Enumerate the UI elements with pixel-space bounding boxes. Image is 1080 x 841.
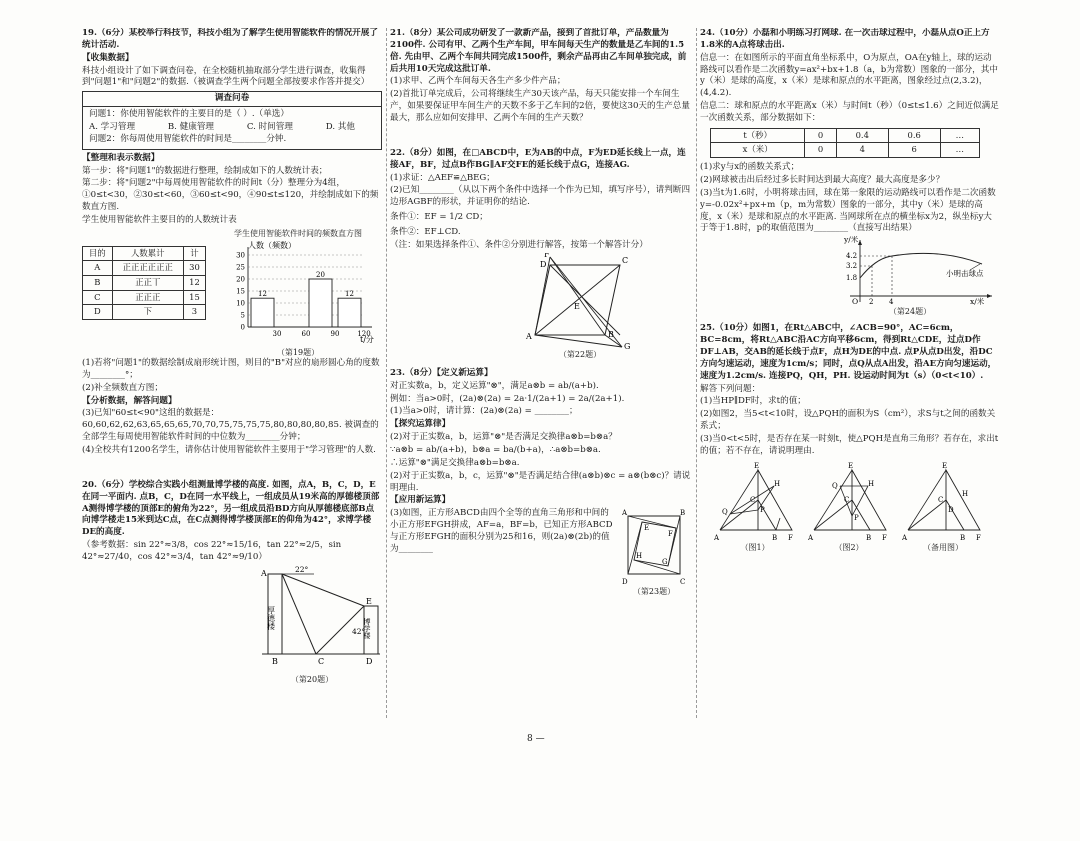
histogram-bar-label: 12 [258,290,267,299]
q19-intro: 19.（6分）某校举行科技节，科技小组为了解学生使用智能软件的情况开展了统计活动. [82,28,378,50]
point-label-b: B [866,533,872,542]
q19-step-2: 第二步：将"问题2"中每周使用智能软件的时间t（分）整理分为4组，①0≤t<30，②30≤t<60，③60≤t<90，④90≤t≤120，并绘制成如下的频数直方图. [82,178,379,213]
q23-heading: 23.（8分）【定义新运算】 [390,367,493,378]
survey-question-2: 问题2：你每周使用智能软件的时间是________分钟. [89,133,287,144]
point-label-f: F [544,252,550,259]
q24-question-1: (1)求y与x的函数关系式； [700,162,800,173]
point-label-c: C [938,495,944,504]
table-cell: 0.6 [888,128,940,143]
q25-figure-spare-caption: （备用图） [923,542,963,552]
point-label-f: F [668,530,673,539]
table-cell: D [83,305,113,320]
point-label-a: A [714,533,720,542]
table-cell: 0 [805,128,837,143]
q23-definition: 对正实数a，b，定义运算"⊗"，满足a⊗b = ab/(a+b). [390,380,599,391]
q23-question-3: (3)如图，正方形ABCD由四个全等的直角三角形和中间的小正方形EFGH拼成，AF=a，BF=b，已知正方形ABCD与正方形EFGH的面积分别为25和16，则(2a)⊗(2b)的值为________ [390,508,613,554]
building-label-houde: 厚德楼 [266,605,276,630]
hit-point-label: 小明击球点 [946,269,984,279]
graph-x-label: x/米 [970,297,985,307]
q25-text: 25.（10分）如图1，在Rt△ABC中，∠ACB=90°，AC=6cm，BC=8cm，将Rt△ABC沿AC方向平移6cm，得到Rt△CDE，过点D作DF⊥AB，交AB的延长线于点F，点H为DE的中点. 点P从点D出发，沿DC方向匀速运动，速度为1cm/s；同时，点Q从点A出发，沿AE方向匀速运动，速度为1.2cm/s. 连接PQ，QH，PH. 设运动时间为t（s）（0<t<10）. [700,323,997,381]
q24-question-3: (3)当t为1.6时，小明将球击回，球在第一象限的运动路线可以看作是二次函数y=-0.02x²+px+m（p，m为常数）图象的一部分，其中y（米）是球的高度，x（米）是球和原点的水平距离. 当网球所在点的横坐标x为2，纵坐标y大于等于1.8时，p的取值范围为________（直接写出结果） [700,187,996,234]
histogram-title: 学生使用智能软件时间的频数直方图 [234,228,362,238]
q25-figure-1-caption: （图1） [740,542,770,552]
q22-figure [390,253,692,349]
q19-analyze-heading: 【分析数据，解答问题】 [82,395,177,406]
point-label-a: A [902,533,908,542]
table-cell: 30 [183,261,205,276]
table-header: 计 [183,246,205,261]
purpose-count-table [82,246,206,320]
point-label-p: P [760,505,765,514]
q25-figure-spare [902,462,984,542]
building-label-boxue: 博学楼 [363,617,371,639]
tick-label: 1.8 [846,274,858,283]
point-label-p: P [854,513,859,522]
table-cell: 0 [805,143,837,158]
table-row [83,305,206,320]
q23-explore-heading: 【探究运算律】 [390,419,451,430]
q19-step-1: 第一步：将"问题1"的数据进行整理，绘制成如下的人数统计表； [82,165,328,176]
point-label-h: H [774,479,781,488]
page-number: 8 — [527,734,545,744]
point-label-h: H [868,479,875,488]
point-label-d: D [366,656,373,666]
histogram-y-tick: 25 [236,263,245,272]
histogram-y-label: 人数（频数） [248,240,296,250]
survey-option-b: B. 健康管理 [167,122,215,133]
q23-question-2: (2)对于正实数a，b，c，运算"⊗"是否满足结合律(a⊗b)⊗c = a⊗(b⊗c)？请说明理由. [390,470,691,493]
table-cell: … [940,128,979,143]
table-row [83,261,206,276]
table-cell: 正正正正正正 [112,261,183,276]
table-cell: 正正正 [112,290,183,305]
time-distance-table [710,128,980,158]
point-label-b: B [608,329,614,339]
tick-label: 4.2 [846,252,858,261]
q19-question-4: (4)全校共有1200名学生，请你估计使用智能软件主要用于"学习管理"的人数. [82,444,376,455]
survey-option-c: C. 时间管理 [246,122,293,133]
point-label-e: E [848,461,854,470]
q22-note: （注：如果选择条件①、条件②分别进行解答，按第一个解答计分） [390,239,648,250]
q22-question-1: (1)求证：△AEF≌△BEG； [390,172,495,183]
table-cell: x（米） [711,143,805,158]
histogram-y-tick: 10 [236,299,245,308]
point-label-c: C [318,656,325,666]
q20-figure [82,566,382,674]
q19-collect-heading: 【收集数据】 [82,52,134,63]
table-cell: C [83,290,113,305]
tick-label: 2 [869,298,874,307]
q23-commutative-question: (2)对于正实数a，b，运算"⊗"是否满足交换律a⊗b=b⊗a？ [390,432,617,443]
q23-example: 例如：当a>0时，(2a)⊗(2a) = 2a·1/(2a+1) = 2a/(2a+1). [390,393,625,404]
table-cell: 4 [836,143,888,158]
histogram-bar [338,298,361,327]
table-cell: 15 [183,290,205,305]
q23-apply-heading: 【应用新运算】 [390,495,451,506]
q21-question-1: (1)求甲、乙两个车间每天各生产多少件产品； [390,76,566,87]
column-left [82,28,382,718]
q23-question-1: (1)当a>0时，请计算：(2a)⊗(2a) = ________； [390,406,578,417]
q20-text: 20.（6分）学校综合实践小组测量博学楼的高度. 如图，点A，B，C，D，E在同一平面内. 点B，C，D在同一水平线上，一组成员从19米高的厚德楼顶部A测得博学楼的顶部E的俯角为22°，另一组成员沿BD方向从厚德楼底部B点向博学楼走15米到达C点，在C点测得博学楼顶部E的仰角为42°，求博学楼DE的高度. [82,479,380,538]
survey-options [89,122,375,134]
table-row [711,128,980,143]
q25-figure-1-wrap [714,462,796,553]
table-cell: 0.4 [836,128,888,143]
histogram-y-tick: 15 [236,287,245,296]
point-label-a: A [261,568,267,578]
point-label-e: E [366,596,372,606]
q24-text: 24.（10分）小磊和小明练习打网球. 在一次击球过程中，小磊从点O正上方1.8米的A点将球击出. [700,28,990,50]
histogram-x-tick: 60 [301,329,311,338]
column-right [700,28,1000,718]
column-divider [696,28,697,718]
point-label-f: F [882,533,887,542]
q25-question-2: (2)如图2，当5<t<10时，设△PQH的面积为S（cm²），求S与t之间的函数关系式； [700,409,996,432]
histogram-y-tick: 0 [240,323,245,332]
q25-figure-2 [808,462,890,542]
q25-instructions: 解答下列问题： [700,383,761,394]
histogram-bar [309,279,332,327]
point-label-e: E [574,301,580,311]
histogram-x-label: t/分 [360,334,374,344]
q22-figure-caption: （第22题） [558,349,602,359]
table-cell: 3 [183,305,205,320]
q24-question-2: (2)网球被击出后经过多长时间达到最大高度？最大高度是多少？ [700,174,945,185]
point-label-c: C [622,255,629,265]
table-cell: … [940,143,979,158]
point-label-a: A [526,331,532,341]
q25-figure-3-wrap [902,462,984,553]
point-label-c: C [750,495,756,504]
histogram-y-tick: 20 [236,275,245,284]
frequency-histogram [214,239,382,347]
table-cell: 下 [112,305,183,320]
table-header: 人数累计 [112,246,183,261]
origin-label: O [852,297,859,307]
point-label-d: D [540,259,547,269]
point-label-f: F [976,533,981,542]
tick-label: 4 [889,298,894,307]
q23-commutative-conclusion: ∴运算"⊗"满足交换律a⊗b=b⊗a. [390,457,520,468]
point-label-b: B [772,533,778,542]
point-label-e: E [942,461,948,470]
point-label-c: C [844,495,850,504]
point-label-d: D [948,505,954,514]
table-row [83,290,206,305]
q19-question-3: (3)已知"60≤t<90"这组的数据是：60,60,62,62,63,65,65,65,70,70,75,75,75,75,80,80,80,80,85. 被调查的全部学生每周使用智能软件时间的中位数为________分钟； [82,408,379,443]
table-row [83,276,206,291]
q24-info-1: 信息一：在如图所示的平面直角坐标系中，O为原点，OA在y轴上，球的运动路线可以看作是二次函数y=ax²+bx+1.8（a，b为常数）图象的一部分，其中y（米）是球的高度，x（米）是球和原点的水平距离，图象经过点(2,3.2)，(4,4.2). [700,52,998,99]
table-row [711,143,980,158]
column-divider [386,28,387,718]
point-label-f: F [788,533,793,542]
q25-figure-2-caption: （图2） [834,542,864,552]
point-label-a: A [808,533,814,542]
q19-collect-text: 科技小组设计了如下调查问卷，在全校随机抽取部分学生进行调查，收集得到"问题1"和"问题2"的数据.（被调查学生两个问题全部按要求作答并提交） [82,65,370,88]
q23-figure-caption: （第23题） [632,587,676,597]
q21-question-2: (2)首批订单完成后，公司将继续生产30天该产品，每天只能安排一个车间生产，如果要保证甲车间生产的天数不多于乙车间的2倍，要使这30天的生产总量最大，那么应如何安排甲、乙两个车间的生产天数？ [390,89,690,124]
q21-text: 21.（8分）某公司成功研发了一款新产品，接到了首批订单，产品数量为2100件. 公司有甲、乙两个生产车间，甲车间每天生产的数量是乙车间的1.5倍. 先由甲、乙两个车间共同完成1500件，剩余产品再由乙车间单独完成，前后共用10天完成这批订单. [390,28,687,74]
q24-info-2: 信息二：球和原点的水平距离x（米）与时间t（秒）（0≤t≤1.6）之间近似满足一次函数关系，部分数据如下： [700,101,999,124]
q19-table-title: 学生使用智能软件主要目的的人数统计表 [82,215,237,226]
q24-graph [700,236,1000,306]
q22-condition-1: 条件①：EF = 1/2 CD； [390,212,488,223]
angle-label-42: 42° [352,626,366,636]
graph-y-label: y/米 [844,236,859,245]
q24-figure-caption: （第24题） [888,307,932,317]
survey-title: 调查问卷 [83,92,381,107]
point-label-b: B [960,533,966,542]
point-label-c: C [680,578,686,587]
table-cell: B [83,276,113,291]
point-label-q: Q [722,507,728,516]
angle-label-22: 22° [295,565,309,574]
point-label-a: A [622,509,628,518]
point-label-q: Q [832,481,838,490]
q22-condition-2: 条件②：EF⊥CD. [390,227,461,238]
point-label-h: H [962,489,969,498]
point-label-h: H [636,552,643,561]
q19-question-2: (2)补全频数直方图； [82,382,163,393]
q23-commutative-proof: ∵a⊗b = ab/(a+b)，b⊗a = ba/(b+a)，∴a⊗b=b⊗a. [390,444,601,455]
q22-text: 22.（8分）如图，在□ABCD中，E为AB的中点，F为ED延长线上一点，连接AF，BF，过点B作BG∥AF交FE的延长线于点G，连接AG. [390,147,686,170]
histogram-x-tick: 90 [330,329,340,338]
histogram-y-tick: 5 [240,311,245,320]
column-middle [390,28,692,718]
table-cell: 6 [888,143,940,158]
point-label-g: G [662,558,668,567]
point-label-b: B [272,656,278,666]
point-label-b: B [680,509,686,518]
q20-figure-caption: （第20题） [290,674,334,684]
tick-label: 3.2 [846,262,858,271]
point-label-e: E [644,524,650,533]
point-label-g: G [624,341,631,349]
point-label-d: D [622,578,628,587]
q19-figure-caption: （第19题） [276,347,320,357]
histogram-bar-label: 12 [345,290,354,299]
q25-question-3: (3)当0<t<5时，是否存在某一时刻t，使△PQH是直角三角形？若存在，求出t的值；若不存在，请说明理由. [700,433,999,456]
table-cell: A [83,261,113,276]
q22-question-2: (2)已知________（从以下两个条件中选择一个作为已知，填写序号），请判断四边形AGBF的形状，并证明你的结论. [390,185,691,208]
histogram-bar [251,298,274,327]
q25-question-1: (1)当HP∥DF时，求t的值； [700,396,806,407]
q25-figure-1 [714,462,796,542]
histogram-y-tick: 30 [236,251,245,260]
table-header: 目的 [83,246,113,261]
survey-option-a: A. 学习管理 [89,122,136,133]
survey-question-1: 问题1：你使用智能软件的主要目的是（ ）.（单选） [89,109,289,120]
histogram-x-tick: 30 [272,329,282,338]
table-cell: t（秒） [711,128,805,143]
point-label-e: E [754,461,760,470]
table-cell: 12 [183,276,205,291]
survey-box [82,91,382,149]
q19-organize-heading: 【整理和表示数据】 [82,152,160,163]
q25-figure-2-wrap [808,462,890,553]
histogram-bar-label: 20 [316,270,325,279]
survey-option-d: D. 其他 [325,122,355,133]
table-cell: 正正丅 [112,276,183,291]
histogram-x-tick: 120 [357,329,371,338]
q20-reference-data: （参考数据：sin 22°≈3/8，cos 22°≈15/16，tan 22°≈2/5，sin 42°≈27/40，cos 42°≈3/4，tan 42°≈9/10） [82,540,342,562]
q19-question-1: (1)若将"问题1"的数据绘制成扇形统计图，则目的"B"对应的扇形圆心角的度数为________°； [82,357,380,380]
q23-figure [622,508,686,586]
